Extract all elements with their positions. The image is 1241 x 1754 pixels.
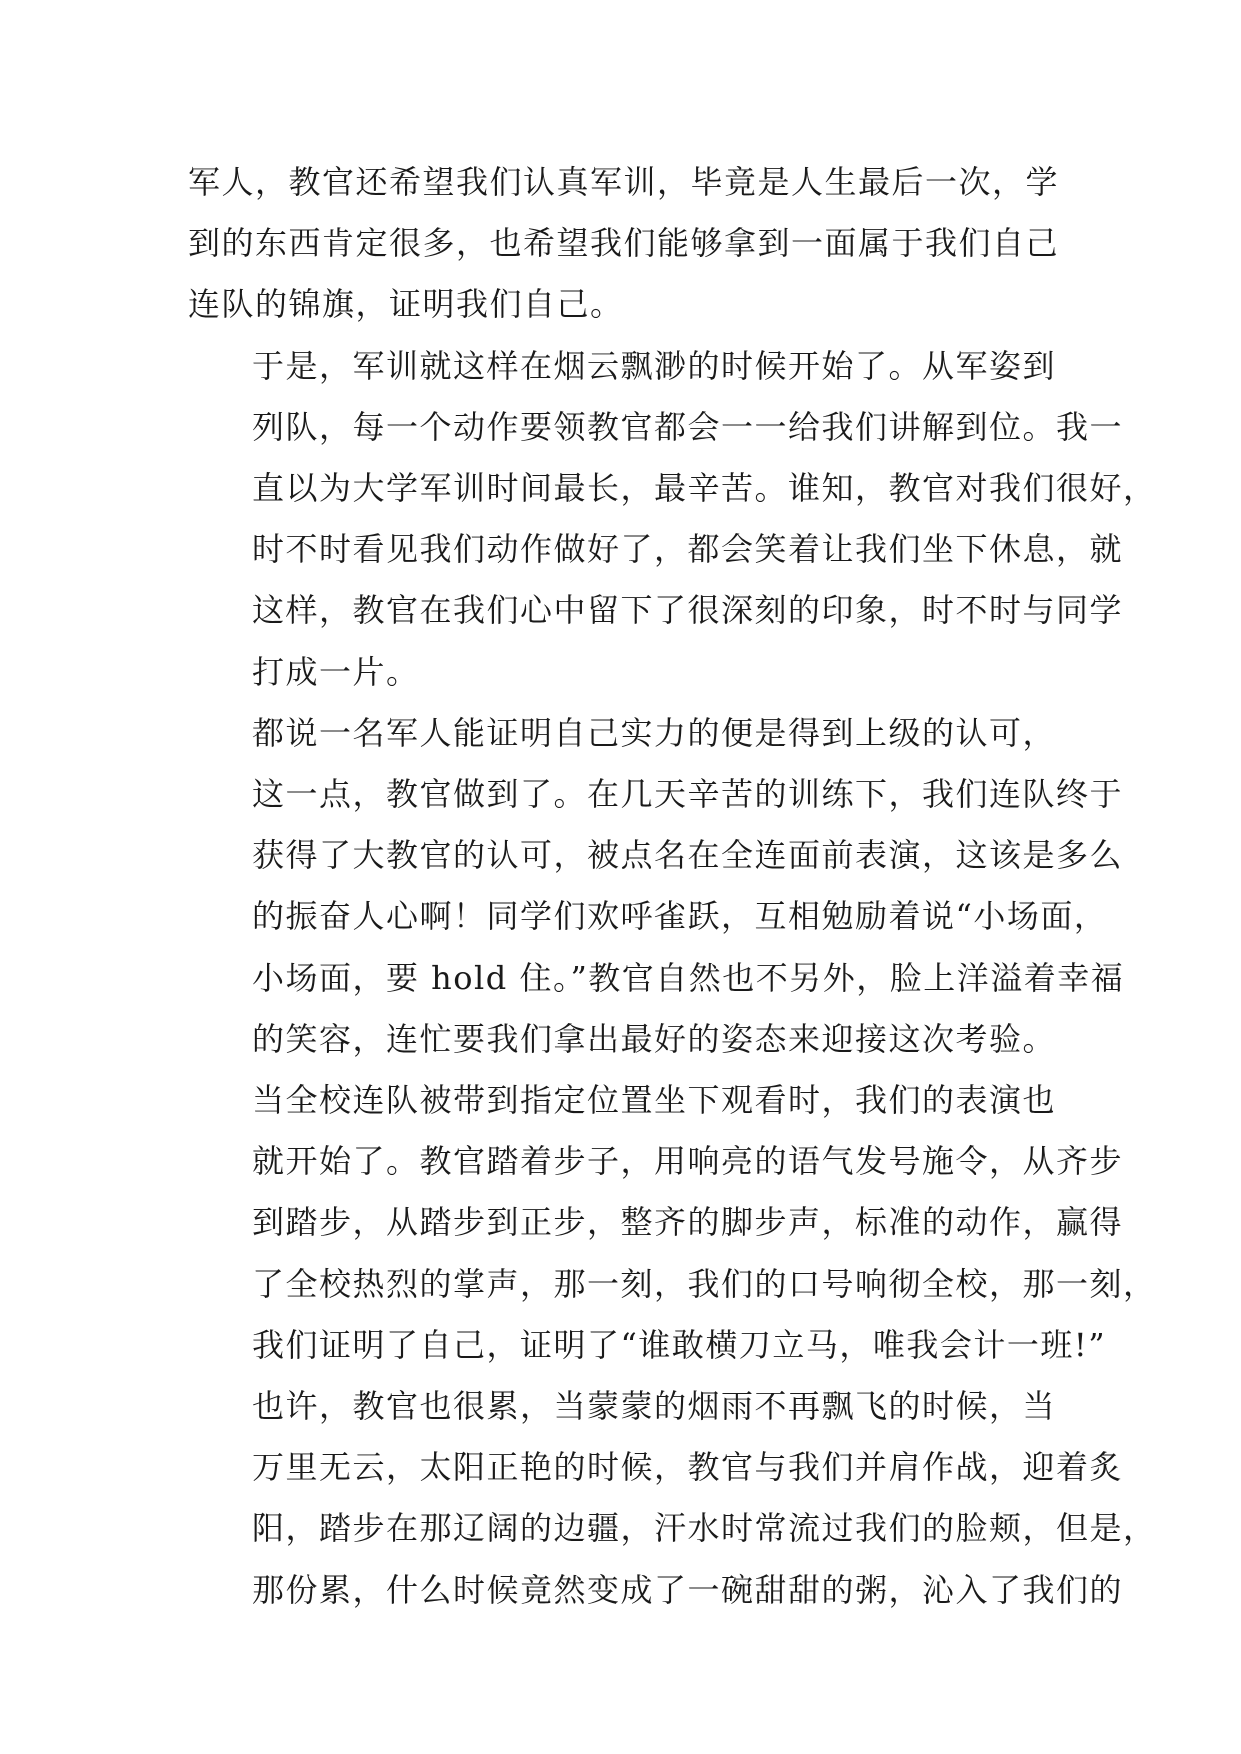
text-line: 于是，军训就这样在烟云飘渺的时候开始了。从军姿到 [252, 346, 1057, 385]
text-line: 直以为大学军训时间最长，最辛苦。谁知，教官对我们很好， [252, 469, 1157, 508]
paragraph-2 [188, 336, 1157, 703]
paragraph-1 [188, 152, 1060, 336]
text-line: 万里无云，太阳正艳的时候，教官与我们并肩作战，迎着炙 [252, 1448, 1124, 1487]
text-line: 连队的锦旗，证明我们自己。 [188, 285, 624, 324]
text-line: 时不时看见我们动作做好了，都会笑着让我们坐下休息，就 [252, 530, 1124, 569]
paragraph-4 [188, 1070, 1157, 1376]
text-line: 也许，教官也很累，当蒙蒙的烟雨不再飘飞的时候，当 [252, 1387, 1057, 1426]
text-line: 的笑容，连忙要我们拿出最好的姿态来迎接这次考验。 [252, 1019, 1057, 1058]
text-line: 打成一片。 [252, 652, 420, 691]
text-line: 就开始了。教官踏着步子，用响亮的语气发号施令，从齐步 [252, 1142, 1124, 1181]
text-line: 的振奋人心啊！同学们欢呼雀跃，互相勉励着说“小场面， [252, 897, 1108, 936]
text-line: 当全校连队被带到指定位置坐下观看时，我们的表演也 [252, 1081, 1057, 1120]
body-text [188, 152, 1157, 1621]
text-line: 到踏步，从踏步到正步，整齐的脚步声，标准的动作，赢得 [252, 1203, 1124, 1242]
paragraph-3 [188, 703, 1125, 1070]
text-line: 那份累，什么时候竟然变成了一碗甜甜的粥，沁入了我们的 [252, 1570, 1124, 1609]
paragraph-5 [188, 1376, 1157, 1621]
text-line: 了全校热烈的掌声，那一刻，我们的口号响彻全校，那一刻， [252, 1264, 1157, 1303]
text-line: 我们证明了自己，证明了“谁敢横刀立马，唯我会计一班!” [252, 1325, 1107, 1364]
text-line: 列队，每一个动作要领教官都会一一给我们讲解到位。我一 [252, 407, 1124, 446]
text-line: 小场面，要 hold 住。”教官自然也不另外，脸上洋溢着幸福 [252, 958, 1125, 997]
text-line: 军人，教官还希望我们认真军训，毕竟是人生最后一次，学 [188, 163, 1060, 201]
text-line: 到的东西肯定很多，也希望我们能够拿到一面属于我们自己 [188, 224, 1060, 263]
text-line: 都说一名军人能证明自己实力的便是得到上级的认可， [252, 713, 1057, 752]
text-line: 这样，教官在我们心中留下了很深刻的印象，时不时与同学 [252, 591, 1124, 630]
text-line: 阳，踏步在那辽阔的边疆，汗水时常流过我们的脸颊，但是， [252, 1509, 1157, 1548]
text-line: 这一点，教官做到了。在几天辛苦的训练下，我们连队终于 [252, 775, 1124, 814]
text-line: 获得了大教官的认可，被点名在全连面前表演，这该是多么 [252, 836, 1124, 875]
